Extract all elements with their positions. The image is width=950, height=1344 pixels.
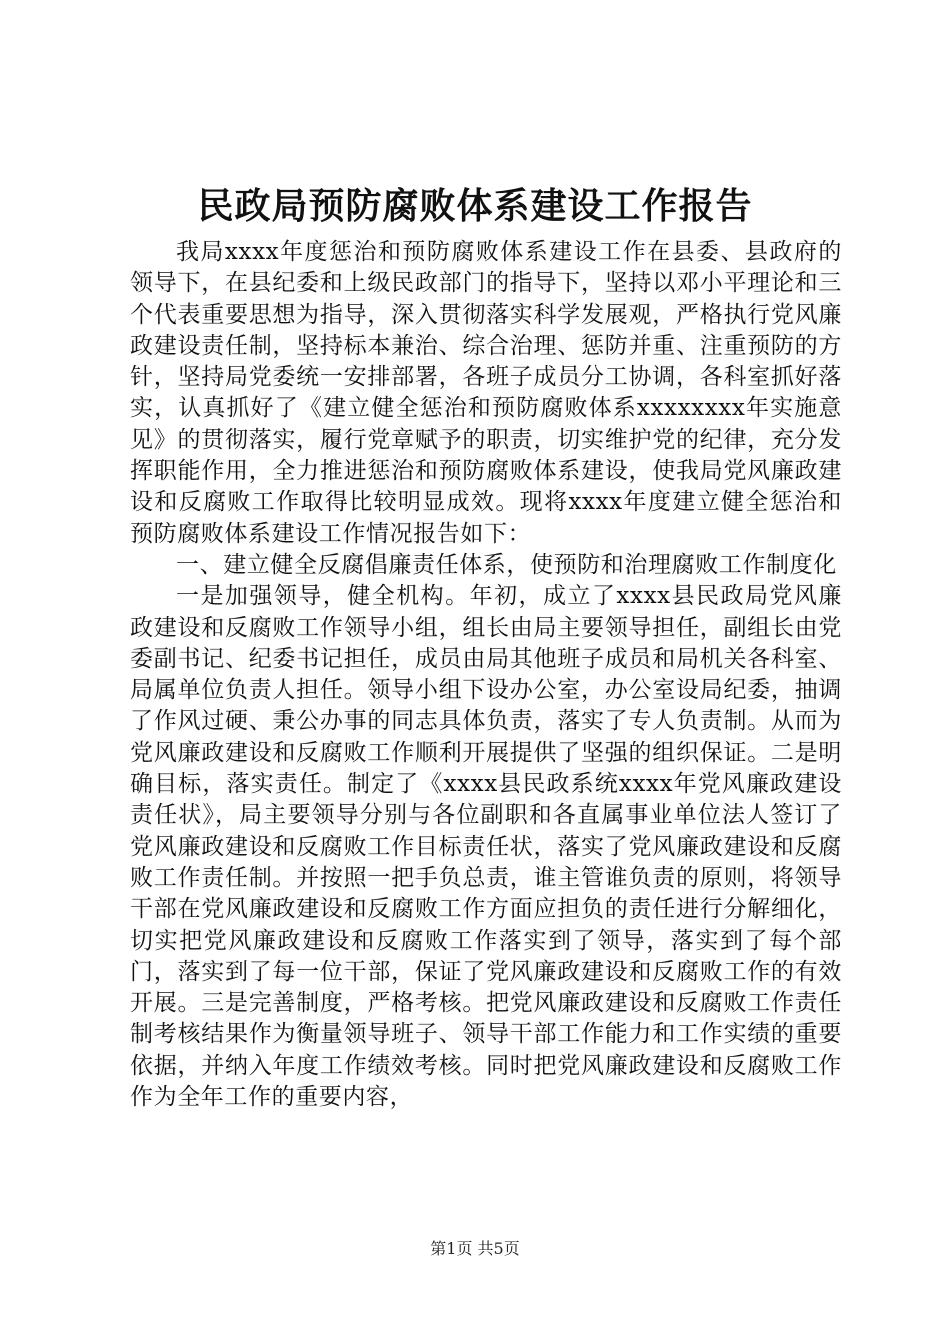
paragraph-section-heading: 一、建立健全反腐倡廉责任体系，使预防和治理腐败工作制度化 [176,551,837,578]
page-number-footer: 第1页 共5页 [430,1239,520,1258]
document-title: 民政局预防腐败体系建设工作报告 [197,186,753,227]
document-body [130,237,842,1113]
paragraph-section-body: 一是加强领导，健全机构。年初，成立了xxxx县民政局党风廉政建设和反腐败工作领导小组，组长由局主要领导担任，副组长由党委副书记、纪委书记担任，成员由局其他班子成员和局机关各科室、局属单位负责人担任。领导小组下设办公室，办公室设局纪委，抽调了作风过硬、秉公办事的同志具体负责，落实了专人负责制。从而为党风廉政建设和反腐败工作顺利开展提供了坚强的组织保证。二是明确目标，落实责任。制定了《xxxx县民政系统xxxx年党风廉政建设责任状》，局主要领导分别与各位副职和各直属事业单位法人签订了党风廉政建设和反腐败工作目标责任状，落实了党风廉政建设和反腐败工作责任制。并按照一把手负总责，谁主管谁负责的原则，将领导干部在党风廉政建设和反腐败工作方面应担负的责任进行分解细化，切实把党风廉政建设和反腐败工作落实到了领导，落实到了每个部门，落实到了每一位干部，保证了党风廉政建设和反腐败工作的有效开展。三是完善制度，严格考核。把党风廉政建设和反腐败工作责任制考核结果作为衡量领导班子、领导干部工作能力和工作实绩的重要依据，并纳入年度工作绩效考核。同时把党风廉政建设和反腐败工作作为全年工作的重要内容， [130,583,842,1111]
paragraph-intro: 我局xxxx年度惩治和预防腐败体系建设工作在县委、县政府的领导下，在县纪委和上级民政部门的指导下，坚持以邓小平理论和三个代表重要思想为指导，深入贯彻落实科学发展观，严格执行党风廉政建设责任制，坚持标本兼治、综合治理、惩防并重、注重预防的方针，坚持局党委统一安排部署，各班子成员分工协调，各科室抓好落实，认真抓好了《建立健全惩治和预防腐败体系xxxxxxxx年实施意见》的贯彻落实，履行党章赋予的职责，切实维护党的纪律，充分发挥职能作用，全力推进惩治和预防腐败体系建设，使我局党风廉政建设和反腐败工作取得比较明显成效。现将xxxx年度建立健全惩治和预防腐败体系建设工作情况报告如下： [130,239,842,547]
